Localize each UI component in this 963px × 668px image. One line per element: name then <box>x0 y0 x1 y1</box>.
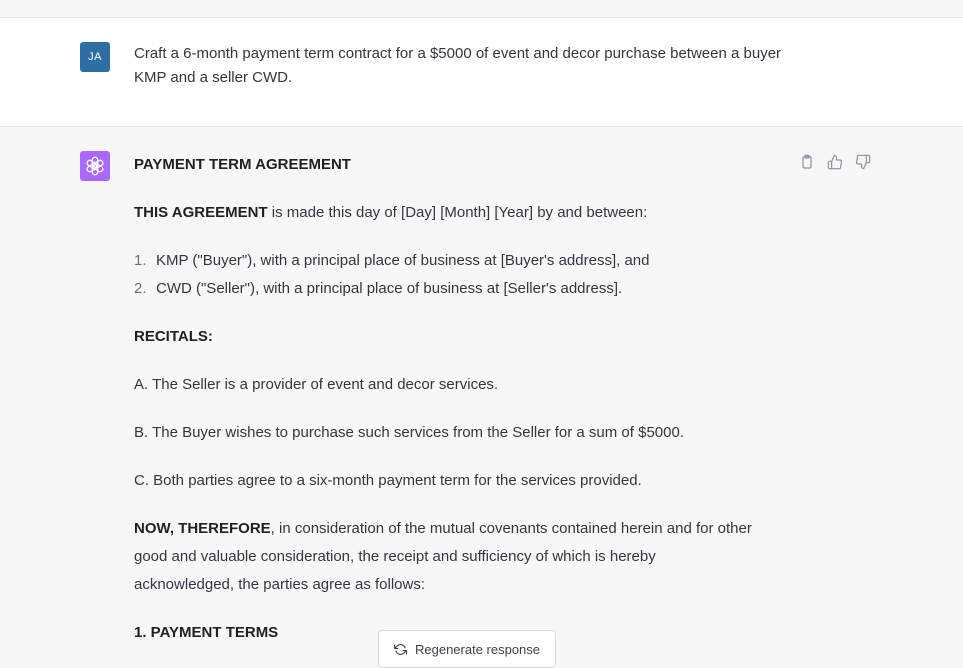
assistant-message <box>0 127 963 667</box>
thumbs-down-button[interactable] <box>854 153 872 171</box>
therefore-clause: good and valuable consideration, the receipt and sufficiency of which is hereby <box>134 548 656 565</box>
openai-logo-icon <box>84 155 106 177</box>
agreement-title: PAYMENT TERM AGREEMENT <box>134 156 351 173</box>
party-item: 1. KMP ("Buyer"), with a principal place of business at [Buyer's address], and <box>134 252 650 269</box>
agreement-intro: THIS AGREEMENT is made this day of [Day] [Month] [Year] by and between: <box>134 204 648 221</box>
user-message <box>0 18 963 127</box>
recital-item: B. The Buyer wishes to purchase such services from the Seller for a sum of $5000. <box>134 424 684 441</box>
message-actions <box>798 153 872 171</box>
thumbs-up-icon <box>827 154 843 170</box>
party-item: 2. CWD ("Seller"), with a principal place of business at [Seller's address]. <box>134 280 623 297</box>
recital-item: C. Both parties agree to a six-month payment term for the services provided. <box>134 472 642 489</box>
therefore-clause: NOW, THEREFORE, in consideration of the mutual covenants contained herein and for other <box>134 520 752 537</box>
regenerate-response-button[interactable] <box>378 630 556 668</box>
copy-icon <box>799 154 815 170</box>
regenerate-icon <box>394 643 407 656</box>
payment-terms-heading: 1. PAYMENT TERMS <box>134 624 279 641</box>
regenerate-label: Regenerate response <box>414 641 541 657</box>
therefore-clause: acknowledged, the parties agree as follows: <box>134 576 426 593</box>
top-strip <box>0 0 963 18</box>
recitals-heading: RECITALS: <box>134 328 213 345</box>
thumbs-down-icon <box>855 154 871 170</box>
thumbs-up-button[interactable] <box>826 153 844 171</box>
copy-button[interactable] <box>798 153 816 171</box>
user-avatar: JA <box>80 42 110 72</box>
user-message-text: Craft a 6-month payment term contract for a $5000 of event and decor purchase between a buyer KMP and a seller CWD. <box>134 45 782 86</box>
assistant-avatar <box>80 151 110 181</box>
recital-item: A. The Seller is a provider of event and decor services. <box>134 376 499 393</box>
